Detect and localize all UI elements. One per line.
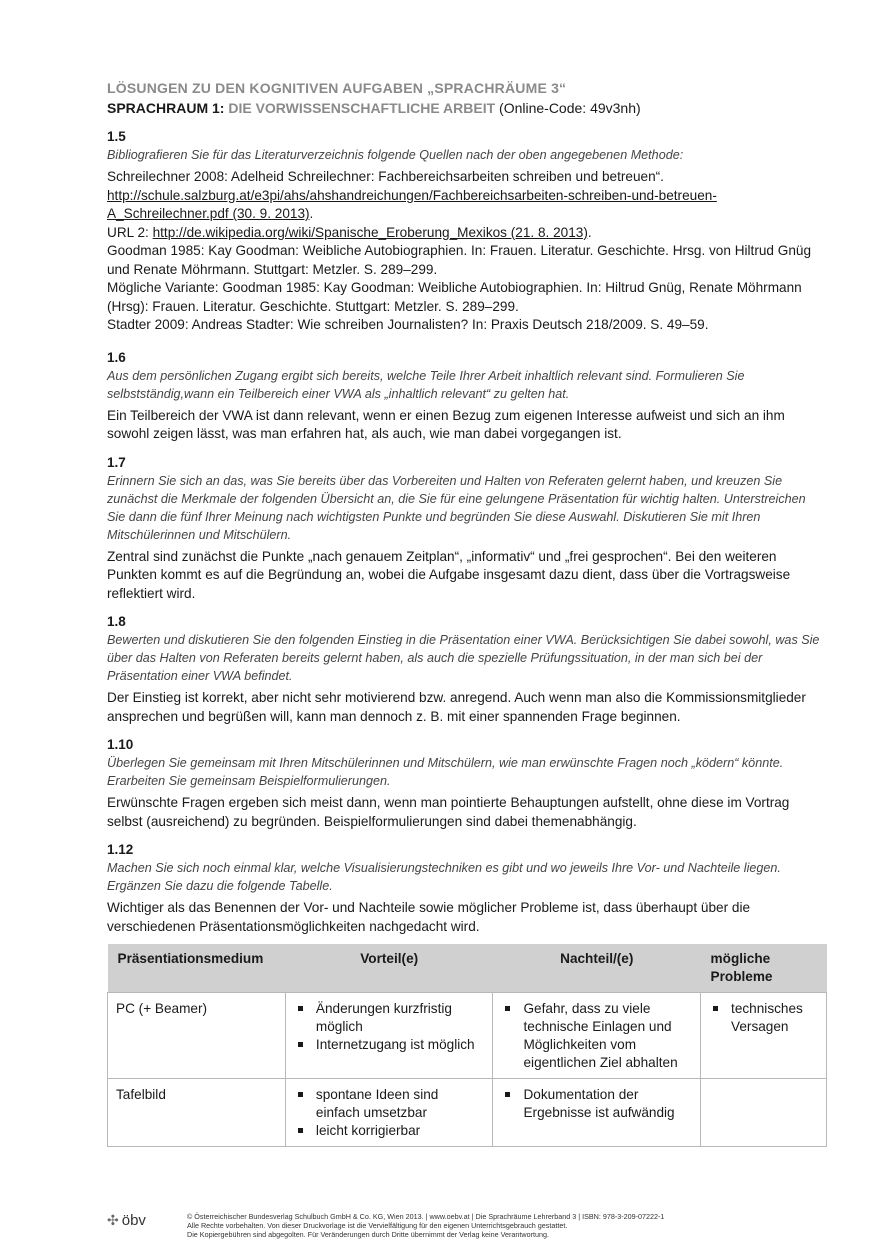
page-title: LÖSUNGEN ZU DEN KOGNITIVEN AUFGABEN „SPRACHRÄUME 3“ [107,80,567,96]
reference-2-end: . [587,224,592,240]
header-pros: Vorteil(e) [285,944,493,993]
table-row [108,1079,827,1147]
reference-2-link[interactable]: http://de.wikipedia.org/wiki/Spanische_Eroberung_Mexikos (21. 8. 2013) [152,224,588,240]
visualization-table [107,944,827,1147]
section-number: 1.12 [107,842,134,857]
reference-1-end: . [309,206,314,221]
section-number: 1.5 [107,129,126,144]
page-subtitle [107,98,827,118]
subtitle-prefix: SPRACHRAUM 1: [107,100,225,116]
section-number: 1.6 [107,349,126,365]
list-item: leicht korrigierbar [294,1122,483,1140]
subtitle-main: DIE VORWISSENSCHAFTLICHE ARBEIT [228,100,496,116]
reference-1-text: Schreilechner 2008: Adelheid Schreilechner: Fachbereichsarbeiten schreiben und betreuen“. [107,169,664,184]
section-1-7 [107,454,827,604]
header-problems: mögliche Probleme [701,944,827,993]
copyright-line: Alle Rechte vorbehalten. Von dieser Druckvorlage ist die Vervielfältigung für den eigenen Unterrichtsgebrauch gestattet. [187,1221,568,1231]
answer-text: Wichtiger als das Benennen der Vor- und Nachteile sowie möglicher Probleme ist, dass überhaupt über die verschiedenen Präsentationsmöglichkeiten nachgedacht wird. [107,900,751,934]
task-text: Bibliografieren Sie für das Literaturverzeichnis folgende Quellen nach der oben angegebenen Methode: [107,148,684,162]
section-number: 1.8 [107,614,126,629]
section-1-8 [107,613,827,726]
copyright-line: Die Kopiergebühren sind abgegolten. Für Veränderungen durch Dritte übernimmt der Verlag keine Verantwortung. [187,1230,549,1240]
cell-problems [701,993,827,1079]
reference-3: Goodman 1985: Kay Goodman: Weibliche Autobiographien. In: Frauen. Literatur. Geschichte. Hrsg. von Hiltrud Gnüg und Renate Möhrmann. Stuttgart: Metzler. S. 289–299. [107,243,812,277]
list-item: Dokumentation der Ergebnisse ist aufwändig [501,1086,690,1122]
page-content [107,78,827,936]
section-number: 1.7 [107,454,126,470]
answer-text: Erwünschte Fragen ergeben sich meist dann, wenn man pointierte Behauptungen aufstellt, ohne diese im Vortrag selbst (ausreichend) zu begründen. Beispielformulierungen sind dabei themenabhängig. [107,795,790,829]
task-text: Bewerten und diskutieren Sie den folgenden Einstieg in die Präsentation einer VWA. Berücksichtigen Sie dabei sowohl, was Sie über das Halten von Referaten bereits gelernt haben, als auch die spezielle Prüfungssituation, in der man sich bei der Präsentation einer VWA befindet. [107,633,820,683]
list-item: Internetzugang ist möglich [294,1036,483,1054]
answer-text: Zentral sind zunächst die Punkte „nach genauem Zeitplan“, „informativ“ und „frei gesprochen“. Bei den weiteren Punkten kommt es auf die Begründung an, wobei die Aufgabe insgesamt dazu dient, dass über die Vortragsweise reflektiert wird. [107,548,791,601]
cell-pros [285,993,493,1079]
section-1-6 [107,349,827,444]
cell-medium: Tafelbild [108,1079,286,1147]
reference-2-text: URL 2: [107,224,153,240]
online-code: (Online-Code: 49v3nh) [499,100,641,116]
list-item: Änderungen kurzfristig möglich [294,1000,483,1036]
section-number: 1.10 [107,737,134,752]
cell-cons [493,1079,701,1147]
list-item: Gefahr, dass zu viele technische Einlagen und Möglichkeiten vom eigentlichen Ziel abhalten [501,1000,690,1072]
reference-1-link[interactable]: http://schule.salzburg.at/e3pi/ahs/ahshandreichungen/Fachbereichsarbeiten-schreiben-und-betreuen-A_Schreilechner.pdf (30. 9. 2013) [107,187,717,221]
reference-2 [107,224,827,243]
task-text: Machen Sie sich noch einmal klar, welche Visualisierungstechniken es gibt und wo jeweils Ihre Vor- und Nachteile liegen. Ergänzen Sie dazu die folgende Tabelle. [107,861,781,893]
answer-text [107,168,827,335]
reference-5: Stadter 2009: Andreas Stadter: Wie schreiben Journalisten? In: Praxis Deutsch 218/2009. S. 49–59. [107,317,709,332]
cell-problems [701,1079,827,1147]
publisher-logo-text: öbv [121,1212,146,1229]
cell-medium: PC (+ Beamer) [108,993,286,1079]
header-cons: Nachteil/(e) [493,944,701,993]
answer-text: Ein Teilbereich der VWA ist dann relevant, wenn er einen Bezug zum eigenen Interesse aufweist und sich an ihm sowohl zeigen lässt, was man erfahren hat, als auch, wie man dabei vorgegangen ist. [107,407,785,441]
cell-pros [285,1079,493,1147]
task-text: Aus dem persönlichen Zugang ergibt sich bereits, welche Teile Ihrer Arbeit inhaltlich relevant sind. Formulieren Sie selbstständig,wann ein Teilbereich einer VWA als „inhaltlich relevant“ zu gelten hat. [107,368,745,401]
task-text: Überlegen Sie gemeinsam mit Ihren Mitschülerinnen und Mitschülern, wie man erwünschte Fragen noch „ködern“ könnte. Erarbeiten Sie gemeinsam Beispielformulierungen. [107,756,784,788]
reference-1 [107,168,827,224]
task-text: Erinnern Sie sich an das, was Sie bereits über das Vorbereiten und Halten von Referaten gelernt haben, und kreuzen Sie zunächst die Merkmale der folgenden Übersicht an, die Sie für eine gelungene Präsentation für wichtig halten. Unterstreichen Sie dann die fünf Ihrer Meinung nach wichtigsten Punkte und begründen Sie diese Auswahl. Diskutieren Sie mit Ihren Mitschülerinnen und Mitschülern. [107,473,806,542]
list-item: spontane Ideen sind einfach umsetzbar [294,1086,483,1122]
answer-text: Der Einstieg ist korrekt, aber nicht sehr motivierend bzw. anregend. Auch wenn man also die Kommissionsmitglieder ansprechen und begrüßen will, kann man dennoch z. B. mit einer spannenden Frage beginnen. [107,690,806,724]
section-1-12 [107,841,827,936]
list-item: technisches Versagen [709,1000,816,1036]
table-header-row [108,944,827,993]
header-medium: Präsentiationsmedium [108,944,286,993]
cell-cons [493,993,701,1079]
copyright-notice [187,1212,807,1240]
section-1-10 [107,736,827,831]
table-row [108,993,827,1079]
copyright-line: © Österreichischer Bundesverlag Schulbuch GmbH & Co. KG, Wien 2013. | www.oebv.at | Die Sprachräume Lehrerband 3 | ISBN: 978-3-209-07222-1 [187,1212,665,1221]
publisher-logo [107,1212,146,1229]
reference-4: Mögliche Variante: Goodman 1985: Kay Goodman: Weibliche Autobiographien. In: Hiltrud Gnüg, Renate Möhrmann (Hrsg): Frauen. Literatur. Geschichte. Stuttgart: Metzler. S. 289–299. [107,280,802,314]
publisher-mark-icon: ✣ [107,1212,119,1228]
section-1-5 [107,128,827,335]
